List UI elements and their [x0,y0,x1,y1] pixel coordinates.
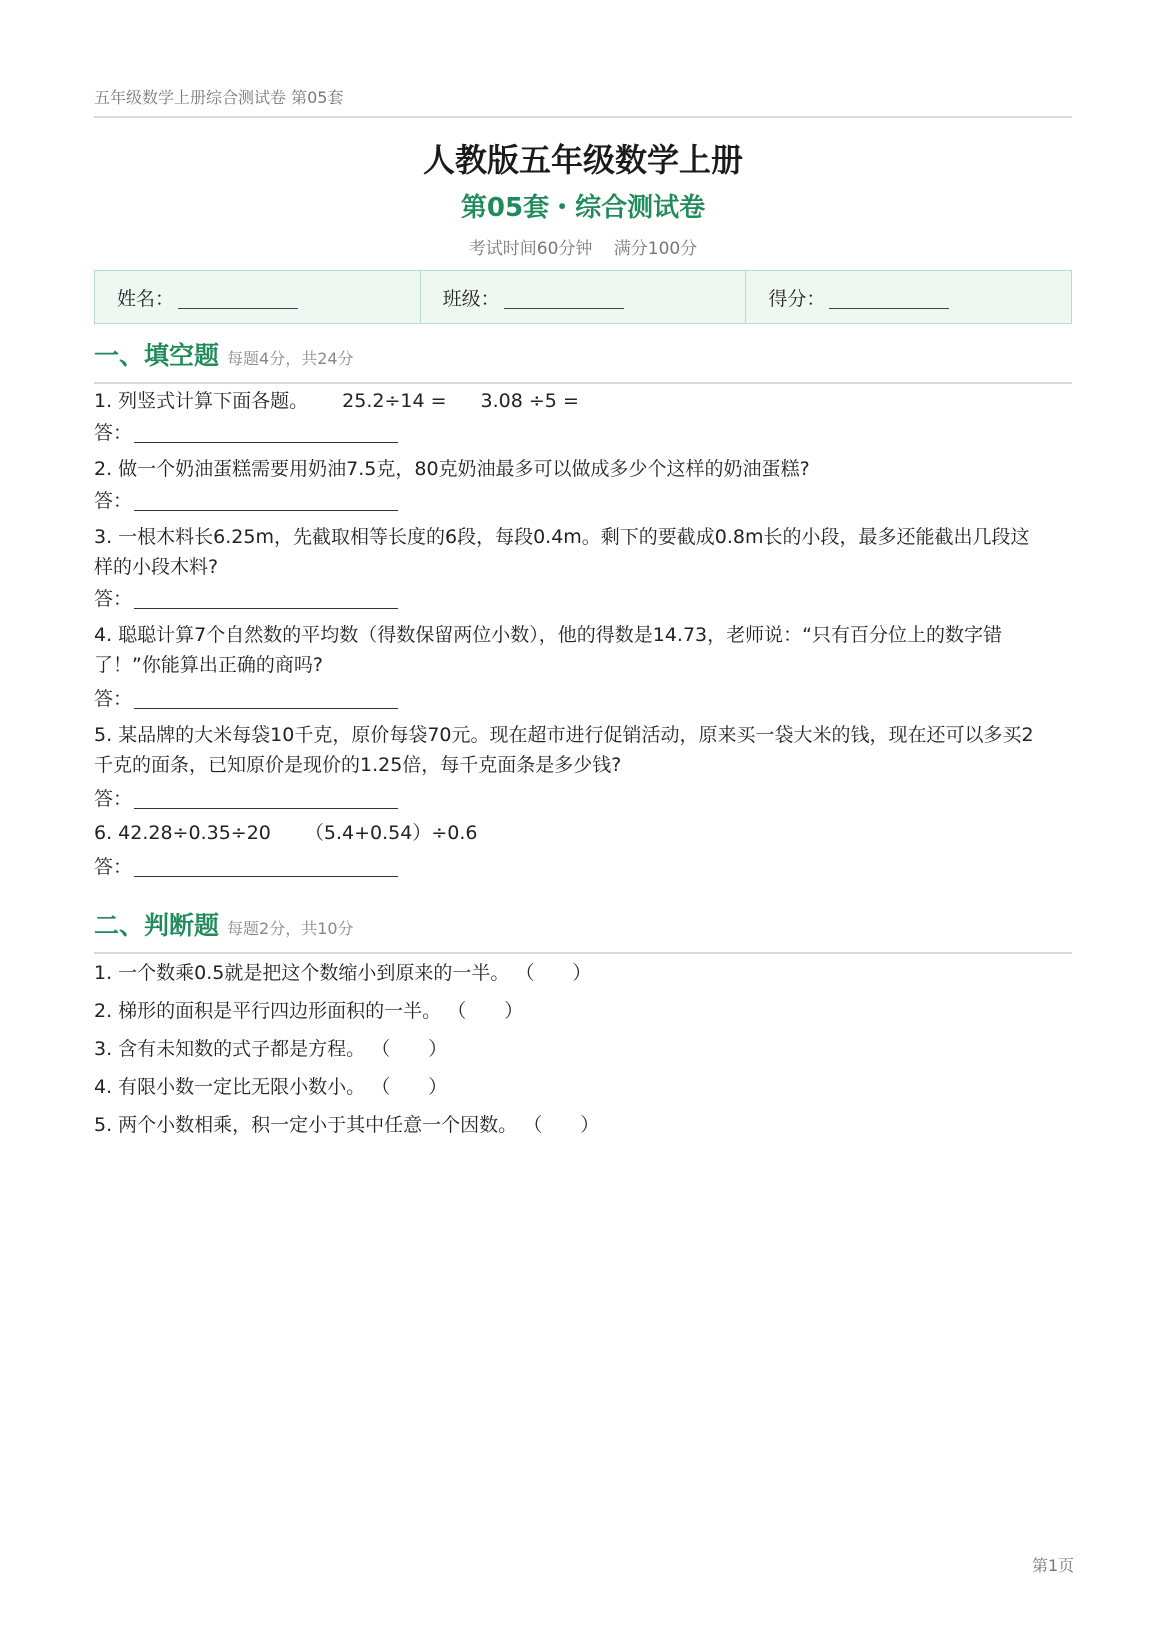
class-cell [421,271,747,323]
question-4 [94,620,1072,680]
section-divider [94,952,1072,954]
answer-line [134,708,398,709]
section-true-false [94,906,1072,954]
question-6 [94,818,1072,848]
judgement-item-5[interactable]: 5. 两个小数相乘，积一定小于其中任意一个因数。 （ ） [94,1114,600,1136]
answer-3[interactable] [94,584,132,611]
section-divider [94,382,1072,384]
header-divider [94,116,1072,118]
page-title: 人教版五年级数学上册 [422,141,743,179]
running-header: 五年级数学上册综合测试卷 第05套 [94,88,344,107]
exam-info [94,234,1072,259]
answer-line [134,876,398,877]
page-subtitle: 第05套・综合测试卷 [460,193,706,223]
score-label: 得分： [768,287,826,310]
answer-2[interactable] [94,486,132,513]
question-text: 千克的面条，已知原价是现价的1.25倍，每千克面条是多少钱? [94,754,622,776]
question-text: 1. 列竖式计算下面各题。 [94,390,309,412]
question-text: 5. 某品牌的大米每袋10千克，原价每袋70元。现在超市进行促销活动，原来买一袋大米的钱，现在还可以多买2 [94,724,1034,746]
answer-label: 答： [94,856,133,878]
expression: 25.2÷14 = [342,390,447,412]
answer-line [134,510,398,511]
answer-5[interactable] [94,784,132,811]
answer-line [134,442,398,443]
answer-line [134,608,398,609]
section-note: 每题4分，共24分 [227,349,354,368]
page-number: 第1页 [1032,1556,1075,1575]
exam-full-score: 满分100分 [613,239,698,259]
question-1 [94,386,1072,416]
judgement-item-4[interactable]: 4. 有限小数一定比无限小数小。 （ ） [94,1076,448,1098]
exam-time: 考试时间60分钟 [468,239,593,259]
name-label: 姓名： [117,287,175,310]
answer-label: 答： [94,788,133,810]
section-note: 每题2分，共10分 [227,919,354,938]
section-title: 一、填空题 [94,341,220,370]
section-title: 二、判断题 [94,911,220,940]
question-2: 2. 做一个奶油蛋糕需要用奶油7.5克，80克奶油最多可以做成多少个这样的奶油蛋糕? [94,458,810,480]
score-blank[interactable] [829,290,949,309]
expression: 3.08 ÷5 = [480,390,579,412]
section-fill-in [94,336,1072,384]
class-blank[interactable] [504,290,624,309]
student-info-table [94,270,1072,324]
name-cell [95,271,421,323]
answer-label: 答： [94,588,133,610]
question-text: 了！”你能算出正确的商吗? [94,654,323,676]
name-blank[interactable] [178,290,298,309]
class-label: 班级： [442,287,500,310]
answer-label: 答： [94,422,133,444]
question-5 [94,720,1072,780]
answer-label: 答： [94,490,133,512]
expression: 6. 42.28÷0.35÷20 [94,822,271,844]
question-text: 样的小段木料? [94,556,219,578]
answer-label: 答： [94,688,133,710]
question-text: 4. 聪聪计算7个自然数的平均数（得数保留两位小数），他的得数是14.73，老师说：“只有百分位上的数字错 [94,624,1002,646]
answer-6[interactable] [94,852,132,879]
answer-1[interactable] [94,418,132,445]
question-3 [94,522,1072,582]
answer-line [134,808,398,809]
judgement-item-2[interactable]: 2. 梯形的面积是平行四边形面积的一半。 （ ） [94,1000,524,1022]
question-text: 3. 一根木料长6.25m，先截取相等长度的6段，每段0.4m。剩下的要截成0.8m长的小段，最多还能截出几段这 [94,526,1030,548]
judgement-item-1[interactable]: 1. 一个数乘0.5就是把这个数缩小到原来的一半。 （ ） [94,962,592,984]
judgement-item-3[interactable]: 3. 含有未知数的式子都是方程。 （ ） [94,1038,448,1060]
answer-4[interactable] [94,684,132,711]
score-cell [746,271,1071,323]
expression: （5.4+0.54）÷0.6 [304,822,478,844]
